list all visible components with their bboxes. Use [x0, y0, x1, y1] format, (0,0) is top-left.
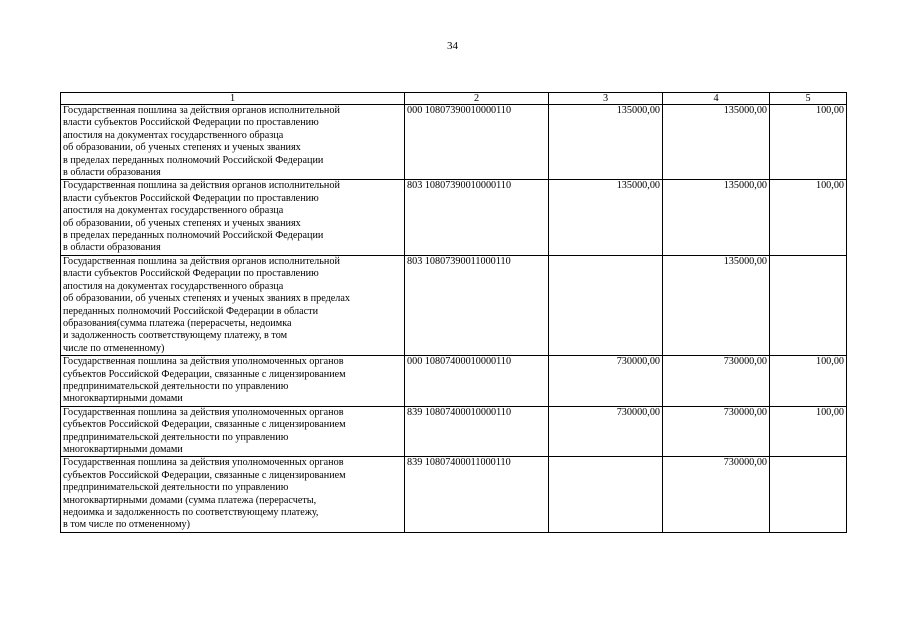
column-header-3: 3 — [549, 93, 663, 105]
table-row — [61, 356, 847, 407]
row-name-cell: Государственная пошлина за действия органов исполнительной власти субъектов Российской Федерации по проставлению апостиля на документах государственного образца об образовании, об ученых степенях и ученых званиях в пределах переданных полномочий Российской Федерации в области образования — [61, 180, 405, 255]
row-col5-cell — [770, 255, 847, 355]
column-header-4: 4 — [663, 93, 770, 105]
column-header-2: 2 — [405, 93, 549, 105]
table-row — [61, 406, 847, 457]
row-col5-cell: 100,00 — [770, 105, 847, 180]
table-row — [61, 180, 847, 255]
row-code-cell: 803 10807390011000110 — [405, 255, 549, 355]
row-col5-cell: 100,00 — [770, 406, 847, 457]
row-col3-cell: 730000,00 — [549, 356, 663, 407]
row-code-cell: 000 10807390010000110 — [405, 105, 549, 180]
column-header-5: 5 — [770, 93, 847, 105]
row-col5-cell: 100,00 — [770, 356, 847, 407]
row-col4-cell: 135000,00 — [663, 180, 770, 255]
row-col4-cell: 730000,00 — [663, 457, 770, 532]
row-col3-cell — [549, 255, 663, 355]
row-col4-cell: 730000,00 — [663, 356, 770, 407]
table-row — [61, 255, 847, 355]
row-code-cell: 000 10807400010000110 — [405, 356, 549, 407]
row-code-cell: 803 10807390010000110 — [405, 180, 549, 255]
row-col4-cell: 135000,00 — [663, 255, 770, 355]
row-col3-cell: 135000,00 — [549, 105, 663, 180]
row-name-cell: Государственная пошлина за действия уполномоченных органов субъектов Российской Федерации, связанные с лицензированием предпринимательской деятельности по управлению многоквартирными домами (сумма платежа (перерасчеты, недоимка и задолженность по соответствующему платежу, в том числе по отмененному) — [61, 457, 405, 532]
row-code-cell: 839 10807400011000110 — [405, 457, 549, 532]
row-name-cell: Государственная пошлина за действия уполномоченных органов субъектов Российской Федерации, связанные с лицензированием предпринимательской деятельности по управлению многоквартирными домами — [61, 356, 405, 407]
row-col3-cell — [549, 457, 663, 532]
row-col4-cell: 730000,00 — [663, 406, 770, 457]
row-col3-cell: 135000,00 — [549, 180, 663, 255]
revenue-table — [60, 92, 847, 533]
row-col5-cell — [770, 457, 847, 532]
row-name-cell: Государственная пошлина за действия органов исполнительной власти субъектов Российской Федерации по проставлению апостиля на документах государственного образца об образовании, об ученых степенях и ученых званиях в пределах переданных полномочий Российской Федерации в области образования — [61, 105, 405, 180]
row-col3-cell: 730000,00 — [549, 406, 663, 457]
table-row — [61, 105, 847, 180]
table-header-row — [61, 93, 847, 105]
row-name-cell: Государственная пошлина за действия уполномоченных органов субъектов Российской Федерации, связанные с лицензированием предпринимательской деятельности по управлению многоквартирными домами — [61, 406, 405, 457]
row-name-cell: Государственная пошлина за действия органов исполнительной власти субъектов Российской Федерации по проставлению апостиля на документах государственного образца об образовании, об ученых степенях и ученых званиях в пределах переданных полномочий Российской Федерации в области образования(сумма платежа (перерасчеты, недоимка и задолженность соответствующему платежу, в том числе по отмененному) — [61, 255, 405, 355]
page-number: 34 — [447, 40, 458, 52]
row-col4-cell: 135000,00 — [663, 105, 770, 180]
row-code-cell: 839 10807400010000110 — [405, 406, 549, 457]
table-row — [61, 457, 847, 532]
column-header-1: 1 — [61, 93, 405, 105]
row-col5-cell: 100,00 — [770, 180, 847, 255]
